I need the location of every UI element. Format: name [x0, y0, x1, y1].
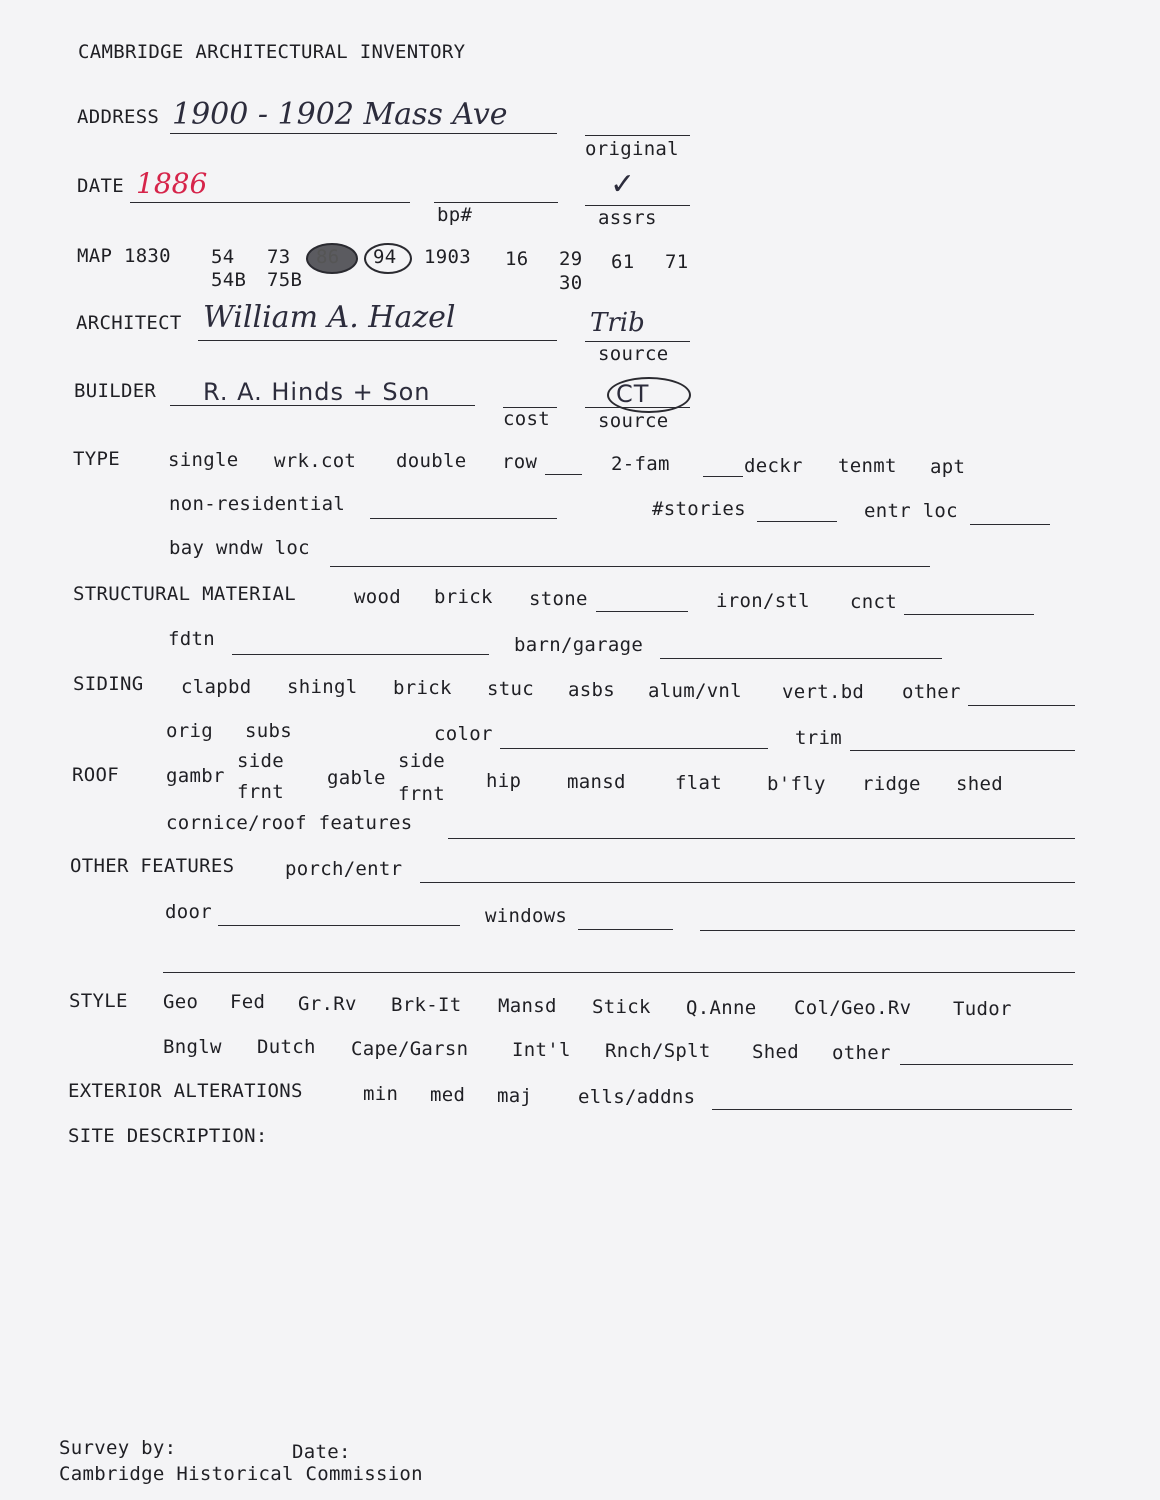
- structural-option[interactable]: brick: [434, 586, 493, 608]
- architect-line: [198, 340, 557, 341]
- type-option[interactable]: 2-fam: [611, 453, 670, 475]
- bay-wndw-loc-line: [330, 566, 930, 567]
- map-year[interactable]: 94: [373, 246, 397, 268]
- original-line: [585, 135, 690, 136]
- map-year[interactable]: 16: [505, 248, 529, 270]
- exterior-label: EXTERIOR ALTERATIONS: [68, 1080, 303, 1102]
- site-description-label: SITE DESCRIPTION:: [68, 1125, 268, 1147]
- siding-option[interactable]: shingl: [287, 676, 358, 698]
- stories-line: [757, 521, 837, 522]
- door-line: [218, 925, 460, 926]
- exterior-option[interactable]: min: [363, 1083, 399, 1105]
- siding-orig[interactable]: orig: [166, 720, 213, 742]
- architect-label: ARCHITECT: [76, 312, 182, 334]
- porch-entr-label: porch/entr: [285, 858, 403, 880]
- barn-garage-line: [660, 658, 942, 659]
- roof-option[interactable]: mansd: [567, 771, 626, 793]
- fdtn-line: [232, 654, 489, 655]
- stone-line: [596, 611, 688, 612]
- siding-trim-line: [850, 750, 1075, 751]
- exterior-option[interactable]: maj: [497, 1085, 533, 1107]
- map-year[interactable]: 29: [559, 248, 583, 270]
- assrs-line: [585, 205, 690, 206]
- builder-label: BUILDER: [74, 380, 157, 402]
- type-option[interactable]: deckr: [744, 455, 803, 477]
- structural-option[interactable]: cnct: [850, 591, 897, 613]
- roof-gable[interactable]: gable: [327, 767, 386, 789]
- siding-option[interactable]: clapbd: [181, 676, 252, 698]
- type-option[interactable]: row: [502, 451, 538, 473]
- siding-option[interactable]: asbs: [568, 679, 615, 701]
- bp-label: bp#: [437, 204, 473, 226]
- roof-option[interactable]: b'fly: [767, 773, 826, 795]
- map-year[interactable]: 61: [611, 251, 635, 273]
- structural-option[interactable]: stone: [529, 588, 588, 610]
- date-label: DATE: [77, 175, 124, 197]
- map-year[interactable]: 86: [316, 246, 340, 268]
- style-option[interactable]: Tudor: [953, 998, 1012, 1020]
- roof-label: ROOF: [72, 764, 119, 786]
- siding-color-label: color: [434, 723, 493, 745]
- non-residential-label: non-residential: [169, 493, 346, 515]
- survey-date-label: Date:: [292, 1441, 351, 1463]
- date-line: [130, 202, 410, 203]
- style-option[interactable]: Shed: [752, 1041, 799, 1063]
- bay-wndw-loc-label: bay wndw loc: [169, 537, 310, 559]
- style-option[interactable]: Int'l: [512, 1039, 571, 1061]
- style-option[interactable]: Fed: [230, 991, 266, 1013]
- architect-source-label: source: [598, 343, 669, 365]
- structural-label: STRUCTURAL MATERIAL: [73, 583, 297, 605]
- address-value[interactable]: 1900 - 1902 Mass Ave: [172, 97, 508, 132]
- survey-by-label: Survey by:: [59, 1437, 177, 1459]
- type-option[interactable]: wrk.cot: [274, 450, 357, 472]
- exterior-option[interactable]: med: [430, 1084, 466, 1106]
- commission-name: Cambridge Historical Commission: [59, 1463, 423, 1485]
- cnct-line: [904, 614, 1034, 615]
- cornice-label: cornice/roof features: [166, 812, 413, 834]
- windows-line-1: [578, 929, 673, 930]
- roof-gable-side[interactable]: side: [398, 750, 445, 772]
- builder-source-line: [585, 407, 690, 408]
- structural-option[interactable]: wood: [354, 586, 401, 608]
- assrs-check-mark[interactable]: ✓: [610, 167, 636, 202]
- type-option[interactable]: apt: [930, 456, 966, 478]
- type-option[interactable]: single: [168, 449, 239, 471]
- windows-line-2: [700, 930, 1075, 931]
- type-option[interactable]: tenmt: [838, 455, 897, 477]
- siding-option[interactable]: stuc: [487, 678, 534, 700]
- siding-option[interactable]: brick: [393, 677, 452, 699]
- style-option[interactable]: other: [832, 1042, 891, 1064]
- address-label: ADDRESS: [77, 106, 160, 128]
- type-label: TYPE: [73, 448, 120, 470]
- roof-option[interactable]: shed: [956, 773, 1003, 795]
- fdtn-label: fdtn: [168, 628, 215, 650]
- style-option[interactable]: Rnch/Splt: [605, 1040, 711, 1062]
- roof-gable-frnt[interactable]: frnt: [398, 783, 445, 805]
- non-residential-line: [370, 518, 557, 519]
- siding-trim-label: trim: [795, 727, 842, 749]
- builder-source-value[interactable]: CT: [616, 380, 650, 408]
- roof-option[interactable]: flat: [675, 772, 722, 794]
- form-title: CAMBRIDGE ARCHITECTURAL INVENTORY: [78, 41, 466, 63]
- cornice-line: [448, 838, 1075, 839]
- builder-source-label: source: [598, 410, 669, 432]
- style-label: STYLE: [69, 990, 128, 1012]
- barn-garage-label: barn/garage: [514, 634, 644, 656]
- style-option[interactable]: Stick: [592, 996, 651, 1018]
- address-line: [170, 133, 557, 134]
- deckr-line: [703, 476, 743, 477]
- exterior-option[interactable]: ells/addns: [578, 1086, 696, 1108]
- map-year[interactable]: 30: [559, 272, 583, 294]
- style-option[interactable]: Bnglw: [163, 1036, 222, 1058]
- stories-label: #stories: [652, 498, 746, 520]
- style-option[interactable]: Gr.Rv: [298, 993, 357, 1015]
- roof-gambr-side[interactable]: side: [237, 750, 284, 772]
- siding-option[interactable]: other: [902, 681, 961, 703]
- style-option[interactable]: Geo: [163, 991, 199, 1013]
- builder-line: [170, 405, 475, 406]
- style-option[interactable]: Mansd: [498, 995, 557, 1017]
- architect-source-line: [585, 341, 690, 342]
- style-other-line: [900, 1064, 1073, 1065]
- other-features-extra-line: [163, 972, 1075, 973]
- roof-option[interactable]: ridge: [862, 773, 921, 795]
- builder-value[interactable]: R. A. Hinds + Son: [203, 378, 431, 406]
- assrs-label: assrs: [598, 207, 657, 229]
- siding-label: SIDING: [73, 673, 144, 695]
- map-label: MAP 1830: [77, 245, 171, 267]
- map-year[interactable]: 71: [665, 251, 689, 273]
- windows-label: windows: [485, 905, 568, 927]
- style-option[interactable]: Col/Geo.Rv: [794, 997, 912, 1019]
- architect-source-value[interactable]: Trib: [590, 308, 645, 338]
- siding-color-line: [500, 748, 768, 749]
- siding-other-line: [968, 705, 1075, 706]
- structural-option[interactable]: iron/stl: [716, 590, 810, 612]
- architect-value[interactable]: William A. Hazel: [203, 300, 456, 335]
- siding-option[interactable]: alum/vnl: [648, 680, 742, 702]
- map-year[interactable]: 73: [267, 246, 291, 268]
- bp-line: [434, 202, 558, 203]
- style-option[interactable]: Brk-It: [391, 994, 462, 1016]
- entr-loc-line: [970, 524, 1050, 525]
- roof-option[interactable]: hip: [486, 770, 522, 792]
- door-label: door: [165, 901, 212, 923]
- map-year[interactable]: 1903: [424, 246, 471, 268]
- map-year[interactable]: 54B: [211, 269, 247, 291]
- style-option[interactable]: Q.Anne: [686, 997, 757, 1019]
- siding-subs[interactable]: subs: [245, 720, 292, 742]
- map-year[interactable]: 54: [211, 246, 235, 268]
- siding-option[interactable]: vert.bd: [782, 681, 865, 703]
- porch-entr-line: [420, 882, 1075, 883]
- roof-gambr[interactable]: gambr: [166, 765, 225, 787]
- date-value[interactable]: 1886: [136, 167, 208, 200]
- map-year[interactable]: 75B: [267, 269, 303, 291]
- style-option[interactable]: Cape/Garsn: [351, 1038, 469, 1060]
- ells-addns-line: [712, 1109, 1072, 1110]
- other-features-label: OTHER FEATURES: [70, 855, 235, 877]
- roof-gambr-frnt[interactable]: frnt: [237, 781, 284, 803]
- type-option[interactable]: double: [396, 450, 467, 472]
- original-label: original: [585, 138, 679, 160]
- row-line: [545, 474, 582, 475]
- entr-loc-label: entr loc: [864, 500, 958, 522]
- style-option[interactable]: Dutch: [257, 1036, 316, 1058]
- cost-label: cost: [503, 408, 550, 430]
